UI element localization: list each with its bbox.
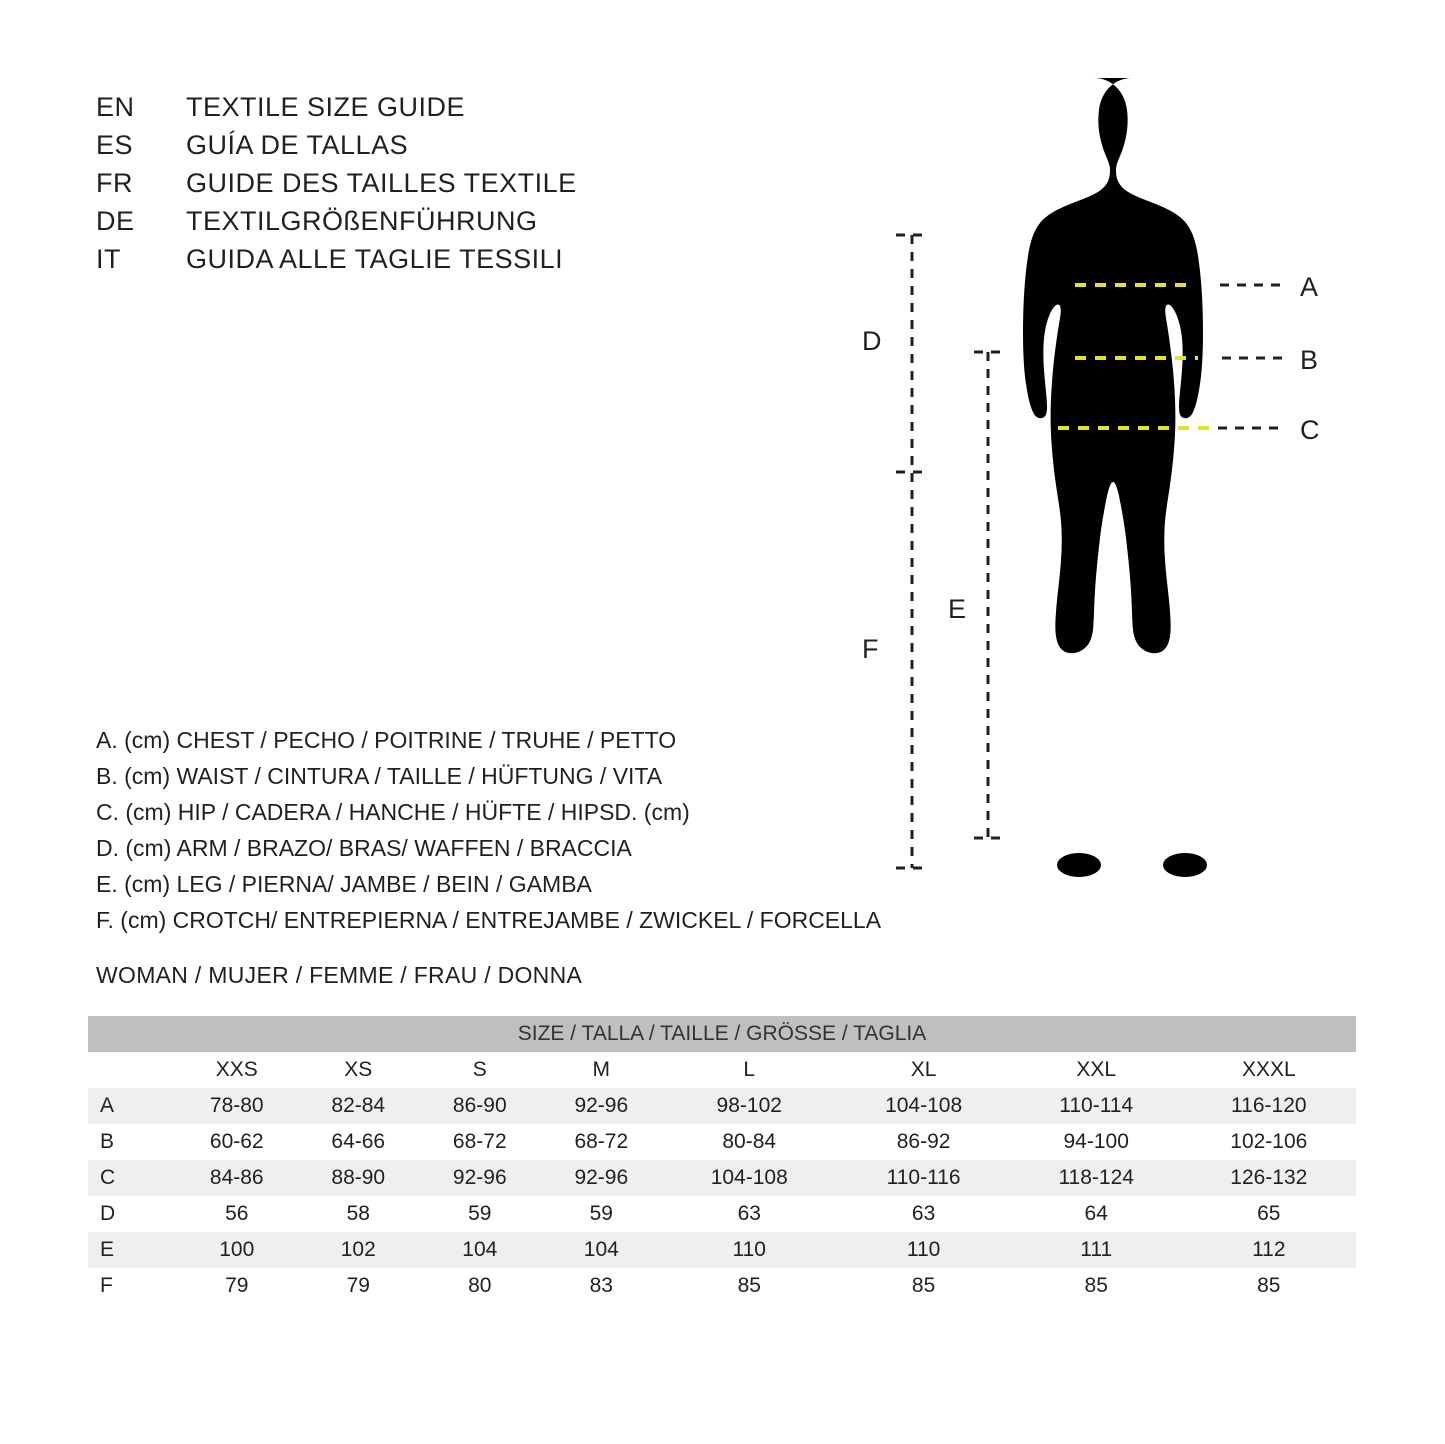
label-c: C (1300, 415, 1320, 445)
table-row (88, 1196, 1356, 1232)
legend-item-f: F. (cm) CROTCH/ ENTREPIERNA / ENTREJAMBE / ZWICKEL / FORCELLA (96, 907, 882, 933)
title-row-de (96, 206, 796, 244)
cell-a-l: 98-102 (662, 1088, 836, 1124)
title-row-it (96, 244, 796, 282)
cell-c-xxl: 118-124 (1011, 1160, 1182, 1196)
label-d: D (862, 326, 882, 356)
legend-item-b: B. (cm) WAIST / CINTURA / TAILLE / HÜFTUNG / VITA (96, 763, 663, 789)
label-f: F (862, 634, 879, 664)
legend-item-d: D. (cm) ARM / BRAZO/ BRAS/ WAFFEN / BRACCIA (96, 835, 632, 861)
size-table-header-row (88, 1052, 1356, 1088)
cell-d-xxs: 56 (176, 1196, 298, 1232)
table-row (88, 1124, 1356, 1160)
row-key-b: B (88, 1124, 176, 1160)
cell-f-xxxl: 85 (1182, 1268, 1356, 1304)
cell-b-l: 80-84 (662, 1124, 836, 1160)
header-cell-m: M (541, 1052, 663, 1088)
row-key-c: C (88, 1160, 176, 1196)
cell-e-xxxl: 112 (1182, 1232, 1356, 1268)
size-table-banner (88, 1016, 1356, 1052)
row-key-f: F (88, 1268, 176, 1304)
size-table-wrapper (88, 1016, 1356, 1304)
row-key-a: A (88, 1088, 176, 1124)
label-b: B (1300, 345, 1319, 375)
header-cell-xxxl: XXXL (1182, 1052, 1356, 1088)
cell-d-xxxl: 65 (1182, 1196, 1356, 1232)
cell-d-xxl: 64 (1011, 1196, 1182, 1232)
cell-e-m: 104 (541, 1232, 663, 1268)
cell-f-xxs: 79 (176, 1268, 298, 1304)
title-text-fr: GUIDE DES TAILLES TEXTILE (186, 168, 577, 198)
cell-b-xxs: 60-62 (176, 1124, 298, 1160)
bracket-e (974, 352, 1002, 838)
cell-f-l: 85 (662, 1268, 836, 1304)
row-key-e: E (88, 1232, 176, 1268)
cell-b-xl: 86-92 (836, 1124, 1010, 1160)
cell-d-s: 59 (419, 1196, 541, 1232)
cell-b-m: 68-72 (541, 1124, 663, 1160)
gender-label: WOMAN / MUJER / FEMME / FRAU / DONNA (96, 962, 583, 988)
cell-f-s: 80 (419, 1268, 541, 1304)
cell-a-xxxl: 116-120 (1182, 1088, 1356, 1124)
row-key-d: D (88, 1196, 176, 1232)
title-lang-fr: FR (96, 168, 133, 198)
cell-c-xxxl: 126-132 (1182, 1160, 1356, 1196)
cell-d-m: 59 (541, 1196, 663, 1232)
cell-b-xxxl: 102-106 (1182, 1124, 1356, 1160)
cell-b-xxl: 94-100 (1011, 1124, 1182, 1160)
title-text-es: GUÍA DE TALLAS (186, 130, 409, 160)
header-cell-xxl: XXL (1011, 1052, 1182, 1088)
cell-d-xs: 58 (298, 1196, 420, 1232)
cell-e-xxs: 100 (176, 1232, 298, 1268)
title-lang-en: EN (96, 92, 135, 122)
cell-f-xxl: 85 (1011, 1268, 1182, 1304)
cell-a-xs: 82-84 (298, 1088, 420, 1124)
legend-item-c: C. (cm) HIP / CADERA / HANCHE / HÜFTE / HIPSD. (cm) (96, 799, 690, 825)
cell-c-xs: 88-90 (298, 1160, 420, 1196)
cell-a-xl: 104-108 (836, 1088, 1010, 1124)
table-row (88, 1088, 1356, 1124)
cell-b-xs: 64-66 (298, 1124, 420, 1160)
cell-c-s: 92-96 (419, 1160, 541, 1196)
size-table (88, 1016, 1356, 1304)
label-a: A (1300, 272, 1319, 302)
legend-block (96, 722, 956, 938)
female-silhouette-icon (1023, 78, 1207, 877)
cell-c-xxs: 84-86 (176, 1160, 298, 1196)
cell-f-xs: 79 (298, 1268, 420, 1304)
cell-c-m: 92-96 (541, 1160, 663, 1196)
cell-e-s: 104 (419, 1232, 541, 1268)
title-lang-it: IT (96, 244, 121, 274)
legend-item-a: A. (cm) CHEST / PECHO / POITRINE / TRUHE / PETTO (96, 727, 677, 753)
title-text-it: GUIDA ALLE TAGLIE TESSILI (186, 244, 564, 274)
cell-a-m: 92-96 (541, 1088, 663, 1124)
size-table-banner-label: SIZE / TALLA / TAILLE / GRÖSSE / TAGLIA (88, 1016, 1356, 1052)
cell-b-s: 68-72 (419, 1124, 541, 1160)
title-row-es (96, 130, 796, 168)
cell-c-xl: 110-116 (836, 1160, 1010, 1196)
legend-item-e: E. (cm) LEG / PIERNA/ JAMBE / BEIN / GAMBA (96, 871, 592, 897)
cell-e-l: 110 (662, 1232, 836, 1268)
cell-a-xxl: 110-114 (1011, 1088, 1182, 1124)
header-cell-xxs: XXS (176, 1052, 298, 1088)
cell-e-xl: 110 (836, 1232, 1010, 1268)
title-row-en (96, 92, 796, 130)
header-cell-xl: XL (836, 1052, 1010, 1088)
label-e: E (948, 594, 967, 624)
cell-d-xl: 63 (836, 1196, 1010, 1232)
cell-f-m: 83 (541, 1268, 663, 1304)
cell-a-xxs: 78-80 (176, 1088, 298, 1124)
cell-f-xl: 85 (836, 1268, 1010, 1304)
header-cell-l: L (662, 1052, 836, 1088)
cell-a-s: 86-90 (419, 1088, 541, 1124)
title-block (96, 92, 796, 282)
title-row-fr (96, 168, 796, 206)
table-row (88, 1160, 1356, 1196)
header-cell-s: S (419, 1052, 541, 1088)
cell-c-l: 104-108 (662, 1160, 836, 1196)
header-cell-key (88, 1052, 176, 1088)
title-lang-es: ES (96, 130, 134, 160)
title-text-de: TEXTILGRÖßENFÜHRUNG (186, 206, 538, 236)
title-lang-de: DE (96, 206, 135, 236)
table-row (88, 1232, 1356, 1268)
cell-e-xs: 102 (298, 1232, 420, 1268)
title-text-en: TEXTILE SIZE GUIDE (186, 92, 466, 122)
cell-e-xxl: 111 (1011, 1232, 1182, 1268)
header-cell-xs: XS (298, 1052, 420, 1088)
cell-d-l: 63 (662, 1196, 836, 1232)
table-row (88, 1268, 1356, 1304)
